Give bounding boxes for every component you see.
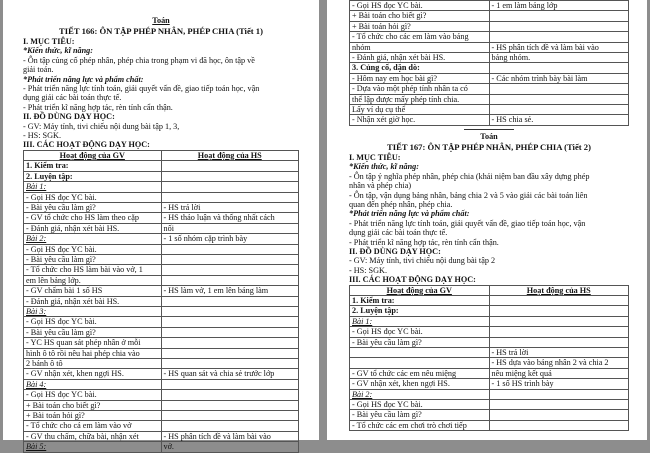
teacher-activity-cell: Lấy ví dụ cụ thể — [350, 105, 490, 115]
activity-table — [23, 150, 299, 453]
teacher-activity-cell: - Đánh giá, nhận xét bài HS. — [350, 53, 490, 63]
table-row — [350, 32, 629, 42]
table-row — [350, 84, 629, 94]
table-row — [24, 379, 299, 389]
student-activity-cell — [161, 421, 299, 431]
teacher-activity-cell: - Bài yêu cầu làm gì? — [24, 254, 162, 264]
intro-line: - Phát triển kĩ năng hợp tác, rèn tính cẩn thận. — [23, 102, 173, 112]
student-activity-cell — [161, 275, 299, 285]
table-row — [24, 338, 299, 348]
table-row — [24, 296, 299, 306]
student-activity-cell: - 1 số nhóm cặp trình bày — [161, 234, 299, 244]
teacher-activity-cell: + Bài toán hỏi gì? — [24, 411, 162, 421]
teacher-activity-cell: - GV nhận xét, khen ngợi HS. — [350, 379, 490, 389]
intro-line: quan đến phép nhân, phép chia. — [349, 199, 453, 209]
document-page-right — [327, 0, 647, 440]
intro-line: giải toán. — [23, 65, 54, 75]
teacher-activity-cell: - GV tổ chức cho HS làm theo cặp — [24, 213, 162, 223]
teacher-activity-cell: - Bài yêu cầu làm gì? — [24, 327, 162, 337]
teacher-activity-cell — [350, 348, 490, 358]
table-row — [24, 306, 299, 316]
activity-table — [349, 285, 629, 432]
student-activity-cell — [161, 296, 299, 306]
student-activity-cell: - HS phân tích đề và làm bài vào — [489, 42, 629, 52]
teacher-column-header: Hoạt động của GV — [350, 285, 490, 295]
table-row — [24, 161, 299, 171]
student-activity-cell — [161, 390, 299, 400]
intro-line: dụng giải các bài toán thực tế. — [23, 93, 122, 103]
student-activity-cell: - HS chia sẻ. — [489, 115, 629, 125]
table-row — [24, 192, 299, 202]
teacher-activity-cell: Bài 2: — [350, 389, 490, 399]
teacher-activity-cell: - GV thu chấm, chữa bài, nhận xét — [24, 431, 162, 441]
teacher-activity-cell: - Tổ chức các em chơi trò chơi tiếp — [350, 420, 490, 430]
table-row — [350, 105, 629, 115]
subject-header: Toán — [480, 131, 498, 141]
student-activity-cell — [161, 192, 299, 202]
teacher-activity-cell: - GV nhận xét, khen ngợi HS. — [24, 369, 162, 379]
intro-line: - HS: SGK. — [23, 131, 61, 141]
table-row — [350, 316, 629, 326]
student-activity-cell: - 1 em làm bảng lớp — [489, 1, 629, 11]
table-row — [24, 442, 299, 452]
table-row — [24, 171, 299, 181]
teacher-activity-cell: + Bài toán cho biết gì? — [24, 400, 162, 410]
teacher-activity-cell: - YC HS quan sát phép nhân ở mỗi — [24, 338, 162, 348]
student-activity-cell — [161, 338, 299, 348]
section-heading: II. ĐỒ DÙNG DẠY HỌC: — [23, 112, 115, 122]
intro-line: - GV: Máy tính, tivi chiếu nội dung bài tập 2 — [349, 256, 496, 266]
teacher-activity-cell: - Gọi HS đọc YC bài. — [24, 244, 162, 254]
student-activity-cell — [489, 337, 629, 347]
lesson-intro — [349, 153, 629, 285]
student-activity-cell — [489, 306, 629, 316]
teacher-activity-cell: - Dựa vào một phép tính nhân ta có — [350, 84, 490, 94]
student-activity-cell — [489, 63, 629, 73]
teacher-activity-cell: - Nhận xét giờ học. — [350, 115, 490, 125]
table-row — [24, 369, 299, 379]
table-row — [350, 21, 629, 31]
student-activity-cell: bảng nhóm. — [489, 53, 629, 63]
teacher-activity-cell: 3. Củng cố, dặn dò: — [350, 63, 490, 73]
table-row — [24, 254, 299, 264]
student-activity-cell — [489, 84, 629, 94]
table-row — [24, 244, 299, 254]
section-heading: *Kiến thức, kĩ năng: — [349, 162, 419, 172]
student-activity-cell — [161, 359, 299, 369]
student-activity-cell — [161, 327, 299, 337]
teacher-activity-cell: 1. Kiểm tra: — [24, 161, 162, 171]
table-row — [24, 223, 299, 233]
lesson-title: TIẾT 167: ÔN TẬP PHÉP NHÂN, PHÉP CHIA (Tiết 2) — [387, 141, 591, 152]
teacher-activity-cell: - Gọi HS đọc YC bài. — [350, 1, 490, 11]
table-row — [24, 265, 299, 275]
student-activity-cell — [489, 410, 629, 420]
teacher-activity-cell: Bài 2: — [24, 234, 162, 244]
table-row — [350, 389, 629, 399]
intro-line: - Phát triển năng lực tính toán, giải quyết vấn đề, giao tiếp toán học, vận — [349, 218, 586, 228]
teacher-activity-cell: - Tổ chức cho HS làm bài vào vở, 1 — [24, 265, 162, 275]
student-activity-cell — [489, 105, 629, 115]
teacher-activity-cell: em lên bảng lớp. — [24, 275, 162, 285]
section-heading: III. CÁC HOẠT ĐỘNG DẠY HỌC: — [349, 275, 476, 285]
table-row — [24, 327, 299, 337]
section-heading: III. CÁC HOẠT ĐỘNG DẠY HỌC: — [23, 140, 150, 150]
table-row — [24, 431, 299, 441]
student-activity-cell: - HS dựa vào bảng nhân 2 và chia 2 — [489, 358, 629, 368]
student-activity-cell: - Các nhóm trình bày bài làm — [489, 73, 629, 83]
student-activity-cell: - HS làm vở, 1 em lên bảng làm — [161, 286, 299, 296]
intro-line: nhân và phép chia) — [349, 181, 412, 191]
table-row — [350, 358, 629, 368]
student-activity-cell: - HS thảo luận và thống nhất cách — [161, 213, 299, 223]
teacher-activity-cell: Bài 5: — [24, 442, 162, 452]
teacher-activity-cell: - Bài yêu cầu làm gì? — [24, 202, 162, 212]
table-row — [350, 53, 629, 63]
activity-table-continued — [349, 0, 629, 126]
teacher-activity-cell: Bài 1: — [350, 316, 490, 326]
student-activity-cell — [161, 171, 299, 181]
table-row — [24, 286, 299, 296]
teacher-activity-cell: nhóm — [350, 42, 490, 52]
teacher-activity-cell: - Hôm nay em học bài gì? — [350, 73, 490, 83]
student-activity-cell — [161, 182, 299, 192]
table-row — [350, 400, 629, 410]
lesson-intro — [23, 37, 299, 150]
table-row — [350, 368, 629, 378]
student-activity-cell — [489, 11, 629, 21]
section-heading: *Phát triển năng lực và phẩm chất: — [349, 209, 470, 219]
table-row — [24, 400, 299, 410]
table-row — [350, 420, 629, 430]
table-row — [350, 73, 629, 83]
table-row — [24, 182, 299, 192]
table-row — [24, 202, 299, 212]
lesson-title: TIẾT 166: ÔN TẬP PHÉP NHÂN, PHÉP CHIA (Tiết 1) — [59, 26, 263, 36]
teacher-activity-cell: thể lập được mấy phép tính chia. — [350, 94, 490, 104]
table-row — [350, 337, 629, 347]
intro-line: - Ôn tập ý nghĩa phép nhân, phép chia (khái niệm ban đầu xây dựng phép — [349, 171, 590, 181]
student-activity-cell — [489, 295, 629, 305]
student-activity-cell: nêu miệng kết quả — [489, 368, 629, 378]
student-activity-cell — [161, 379, 299, 389]
student-activity-cell — [161, 348, 299, 358]
student-activity-cell — [489, 389, 629, 399]
student-activity-cell: - 1 số HS trình bày — [489, 379, 629, 389]
teacher-activity-cell: 1. Kiểm tra: — [350, 295, 490, 305]
table-row — [350, 379, 629, 389]
teacher-activity-cell: - Gọi HS đọc YC bài. — [24, 192, 162, 202]
teacher-activity-cell: - Gọi HS đọc YC bài. — [24, 317, 162, 327]
table-row — [350, 306, 629, 316]
section-heading: *Phát triển năng lực và phẩm chất: — [23, 74, 144, 84]
table-row — [350, 63, 629, 73]
intro-line: - GV: Máy tính, tivi chiếu nội dung bài tập 1, 3, — [23, 121, 180, 131]
student-activity-cell: - HS trả lời — [161, 202, 299, 212]
teacher-activity-cell: Bài 4: — [24, 379, 162, 389]
student-activity-cell — [161, 411, 299, 421]
teacher-activity-cell: - Đánh giá, nhận xét bài HS. — [24, 223, 162, 233]
teacher-activity-cell: - Bài yêu cầu làm gì? — [350, 410, 490, 420]
intro-line: dụng giải các bài toán thực tế. — [349, 228, 448, 238]
table-row — [24, 411, 299, 421]
subject-header: Toán — [152, 16, 170, 25]
table-row — [24, 234, 299, 244]
teacher-activity-cell: Bài 3: — [24, 306, 162, 316]
section-heading: *Kiến thức, kĩ năng: — [23, 46, 93, 56]
student-activity-cell — [489, 21, 629, 31]
teacher-activity-cell: - Tổ chức cho cá em làm vào vở — [24, 421, 162, 431]
table-row — [350, 115, 629, 125]
intro-line: - Ôn tập, vận dụng bảng nhân, bảng chia 2 và 5 vào giải các bài toán liên — [349, 190, 588, 200]
student-activity-cell — [489, 94, 629, 104]
student-column-header: Hoạt động của HS — [161, 150, 299, 160]
student-activity-cell — [489, 400, 629, 410]
student-activity-cell — [161, 306, 299, 316]
student-activity-cell: - HS phân tích đề và làm bài vào — [161, 431, 299, 441]
table-row — [24, 213, 299, 223]
table-row — [350, 94, 629, 104]
teacher-activity-cell: 2 bánh ô tô — [24, 359, 162, 369]
teacher-activity-cell: - Gọi HS đọc YC bài. — [350, 327, 490, 337]
table-row — [350, 348, 629, 358]
teacher-activity-cell: 2. Luyện tập: — [24, 171, 162, 181]
intro-line: - Phát triển năng lực tính toán, giải quyết vấn đề, giao tiếp toán học, vận — [23, 84, 260, 94]
lesson-divider — [464, 129, 514, 130]
table-row — [350, 1, 629, 11]
student-activity-cell — [489, 316, 629, 326]
table-row — [24, 359, 299, 369]
table-row — [350, 327, 629, 337]
table-row — [24, 421, 299, 431]
student-activity-cell — [161, 400, 299, 410]
student-activity-cell: vở. — [161, 442, 299, 452]
student-activity-cell — [161, 317, 299, 327]
student-activity-cell: nối — [161, 223, 299, 233]
table-row — [24, 348, 299, 358]
student-activity-cell — [161, 244, 299, 254]
student-column-header: Hoạt động của HS — [489, 285, 629, 295]
section-heading: I. MỤC TIÊU: — [23, 37, 75, 46]
teacher-activity-cell: + Bài toán cho biết gì? — [350, 11, 490, 21]
teacher-activity-cell: - Gọi HS đọc YC bài. — [24, 390, 162, 400]
section-heading: II. ĐỒ DÙNG DẠY HỌC: — [349, 246, 441, 256]
student-activity-cell — [161, 265, 299, 275]
table-row — [24, 390, 299, 400]
intro-line: - Ôn tập củng cố phép nhân, phép chia trong phạm vi đã học, ôn tập về — [23, 55, 255, 65]
teacher-activity-cell: + Bài toán hỏi gì? — [350, 21, 490, 31]
student-activity-cell — [489, 327, 629, 337]
intro-line: - Phát triển kĩ năng hợp tác, rèn tính cẩn thận. — [349, 237, 499, 247]
student-activity-cell: - HS quan sát và chia sẻ trước lớp — [161, 369, 299, 379]
teacher-activity-cell: - Bài yêu cầu làm gì? — [350, 337, 490, 347]
teacher-activity-cell: - GV chấm bài 1 số HS — [24, 286, 162, 296]
teacher-activity-cell: - Đánh giá, nhận xét bài HS. — [24, 296, 162, 306]
teacher-activity-cell: - Tổ chức cho các em làm vào bảng — [350, 32, 490, 42]
teacher-activity-cell: - GV tổ chức các em nêu miệng — [350, 368, 490, 378]
teacher-activity-cell: Bài 1: — [24, 182, 162, 192]
table-row — [24, 317, 299, 327]
table-row — [350, 42, 629, 52]
teacher-column-header: Hoạt động của GV — [24, 150, 162, 160]
student-activity-cell — [489, 420, 629, 430]
student-activity-cell — [161, 254, 299, 264]
table-row — [24, 275, 299, 285]
document-page-left — [3, 0, 319, 452]
table-row — [350, 295, 629, 305]
student-activity-cell — [161, 161, 299, 171]
table-row — [350, 11, 629, 21]
teacher-activity-cell: hình ô tô rồi nêu hai phép chia vào — [24, 348, 162, 358]
table-row — [350, 410, 629, 420]
teacher-activity-cell: 2. Luyện tập: — [350, 306, 490, 316]
intro-line: - HS: SGK. — [349, 265, 387, 275]
section-heading: I. MỤC TIÊU: — [349, 152, 401, 162]
student-activity-cell — [489, 32, 629, 42]
student-activity-cell: - HS trả lời — [489, 348, 629, 358]
teacher-activity-cell — [350, 358, 490, 368]
teacher-activity-cell: - Gọi HS đọc YC bài. — [350, 400, 490, 410]
